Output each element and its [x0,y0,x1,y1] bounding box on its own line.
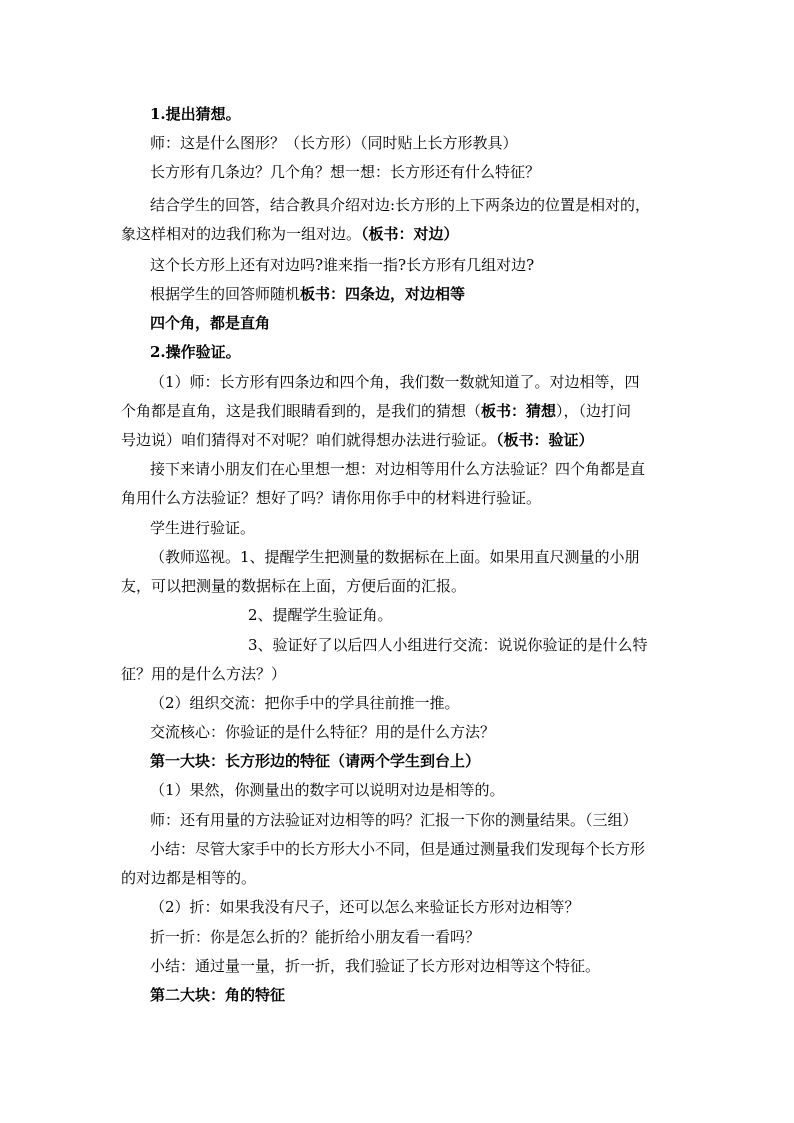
subsection-heading-angles: 第二大块：角的特征 [150,986,286,1004]
board-note-line: 四个角，都是直角 [150,314,271,332]
paragraph-line: （教师巡视。1、提醒学生把测量的数据标在上面。如果用直尺测量的小朋 [150,548,640,566]
paragraph-line: （1）师：长方形有四条边和四个角，我们数一数就知道了。对边相等，四 [150,373,640,391]
board-note: 板书：猜想 [481,402,557,420]
paragraph-text: ），（边打问 [556,402,632,420]
paragraph-line: 征？用的是什么方法？） [121,665,287,683]
paragraph-line: 学生进行验证。 [150,519,256,537]
paragraph-text: 象这样相对的边我们称为一组对边。 [121,225,362,243]
paragraph-line [121,224,459,244]
subsection-heading-sides: 第一大块：长方形边的特征（请两个学生到台上） [150,752,481,770]
paragraph-line [121,430,594,450]
paragraph-line: 2、提醒学生验证角。 [248,606,393,624]
paragraph-line: 这个长方形上还有对边吗?谁来指一指?长方形有几组对边? [150,256,535,274]
paragraph-line: （1）果然，你测量出的数字可以说明对边是相等的。 [150,781,505,799]
paragraph-line: 接下来请小朋友们在心里想一想：对边相等用什么方法验证？四个角都是直 [150,460,646,478]
board-note: （板书：对边） [361,225,459,243]
section-heading-conjecture: 1.提出猜想。 [150,105,241,123]
board-note: （板书：验证） [496,431,594,449]
paragraph-line: 小结：通过量一量，折一折，我们验证了长方形对边相等这个特征。 [150,957,601,975]
paragraph-line: 小结：尽管大家手中的长方形大小不同，但是通过测量我们发现每个长方形 [150,840,646,858]
paragraph-line: 师：这是什么图形？（长方形）（同时贴上长方形教具） [150,134,518,152]
paragraph-line: 交流核心：你验证的是什么特征？用的是什么方法？ [150,723,496,741]
paragraph-text: 号边说）咱们猜得对不对呢？咱们就得想办法进行验证。 [121,431,497,449]
paragraph-line: 3、验证好了以后四人小组进行交流：说说你验证的是什么特 [248,636,648,654]
paragraph-line: 角用什么方法验证？想好了吗？请你用你手中的材料进行验证。 [121,489,542,507]
paragraph-line: 的对边都是相等的。 [121,869,257,887]
paragraph-line: 结合学生的回答，结合教具介绍对边:长方形的上下两条边的位置是相对的， [150,196,651,214]
paragraph-text: 个角都是直角，这是我们眼睛看到的，是我们的猜想（ [121,402,482,420]
paragraph-line: （2）折：如果我没有尺子，还可以怎么来验证长方形对边相等？ [150,898,580,916]
paragraph-line: 折一折：你是怎么折的？能折给小朋友看一看吗？ [150,928,481,946]
paragraph-line: 友，可以把测量的数据标在上面，方便后面的汇报。 [121,577,467,595]
paragraph-line [121,401,631,421]
paragraph-line: 长方形有几条边？几个角？想一想：长方形还有什么特征？ [150,163,541,181]
paragraph-text: 根据学生的回答师随机 [150,285,301,303]
board-note: 板书：四条边，对边相等 [300,285,466,303]
paragraph-line: （2）组织交流：把你手中的学具往前推一推。 [150,694,460,712]
paragraph-line: 师：还有用量的方法验证对边相等的吗？汇报一下你的测量结果。（三组） [150,811,638,829]
paragraph-line [150,284,465,304]
section-heading-verification: 2.操作验证。 [150,343,241,361]
